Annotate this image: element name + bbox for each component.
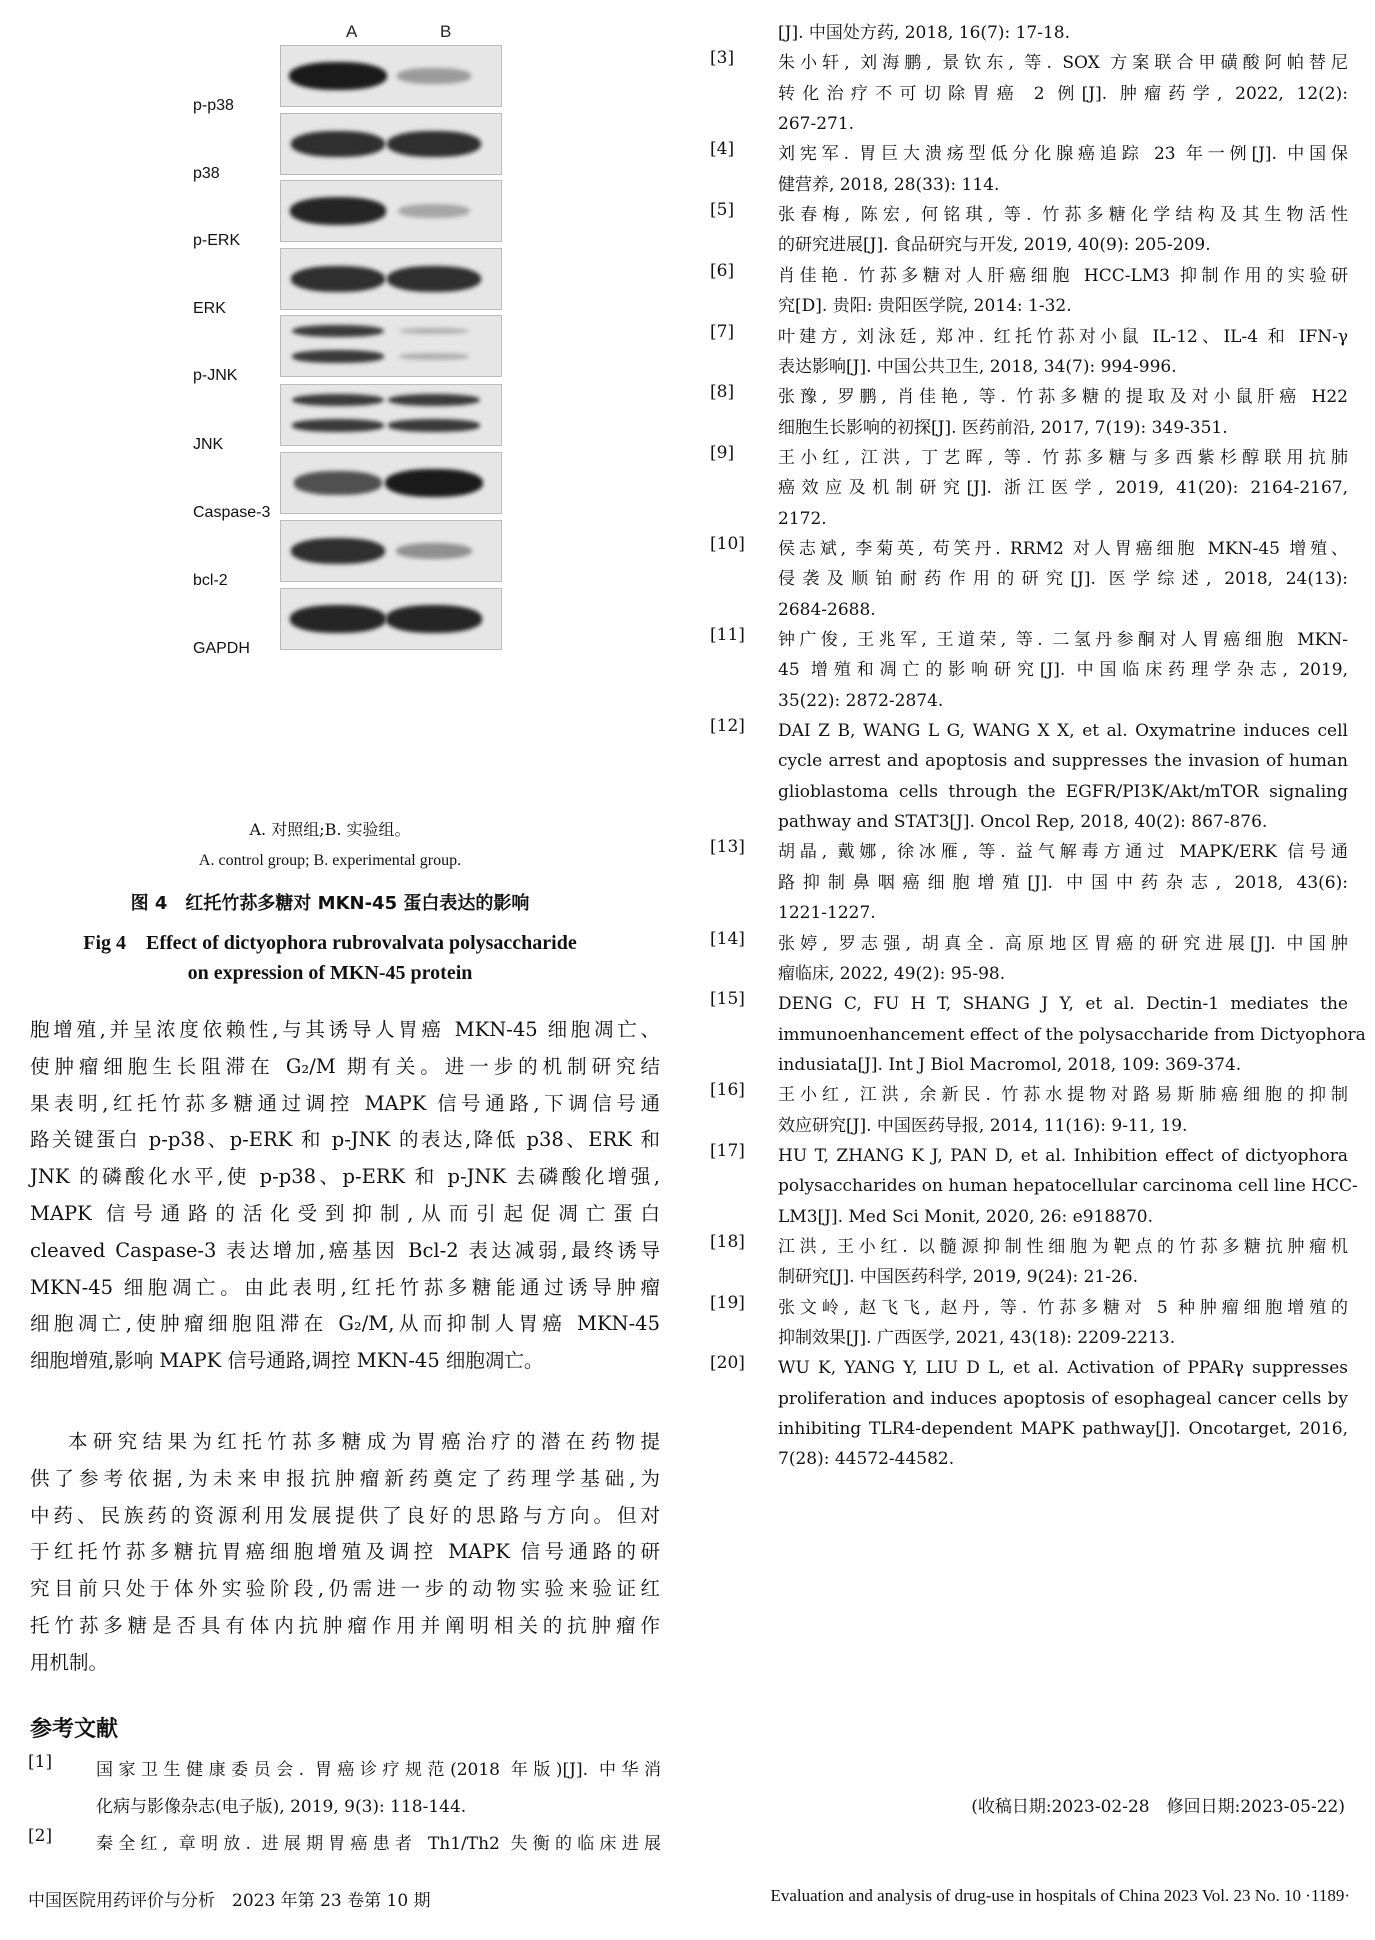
reference-line: 刘宪军. 胃巨大溃疡型低分化腺癌追踪 23 年一例[J]. 中国保	[778, 144, 1348, 165]
lane-header-b: B	[440, 22, 452, 41]
body-line: 果表明,红托竹荪多糖通过调控 MAPK 信号通路,下调信号通	[30, 1091, 660, 1115]
reference-line: 张婷, 罗志强, 胡真全. 高原地区胃癌的研究进展[J]. 中国肿	[778, 933, 1348, 954]
band-lane-a	[289, 62, 387, 91]
body-line: 托竹荪多糖是否具有体内抗肿瘤作用并阐明相关的抗肿瘤作	[30, 1613, 660, 1637]
blot-panel	[280, 45, 502, 107]
reference-line: 45 增殖和凋亡的影响研究[J]. 中国临床药理学杂志, 2019,	[778, 660, 1348, 681]
reference-line: 267-271.	[778, 114, 855, 135]
reference-number: [19]	[710, 1292, 745, 1313]
body-line: JNK 的磷酸化水平,使 p-p38、p-ERK 和 p-JNK 去磷酸化增强,	[30, 1165, 660, 1189]
reference-number: [3]	[710, 48, 735, 69]
blot-label: p-JNK	[193, 367, 238, 384]
blot-panel	[280, 248, 502, 310]
reference-line: 7(28): 44572-44582.	[778, 1449, 955, 1470]
body-line: 供了参考依据,为未来申报抗肿瘤新药奠定了药理学基础,为	[30, 1466, 660, 1490]
lane-header-a: A	[346, 22, 358, 41]
reference-number: [7]	[710, 321, 735, 342]
band-lane-b	[397, 68, 471, 84]
band-lane-b	[388, 419, 480, 432]
band-lane-a	[291, 538, 385, 565]
reference-number: [5]	[710, 200, 735, 221]
blot-panel	[280, 180, 502, 242]
body-line: 胞增殖,并呈浓度依赖性,与其诱导人胃癌 MKN-45 细胞凋亡、	[30, 1018, 660, 1041]
reference-line: 癌效应及机制研究[J]. 浙江医学, 2019, 41(20): 2164-2167,	[778, 478, 1348, 499]
blot-panel	[280, 113, 502, 175]
received-dates: (收稿日期:2023-02-28 修回日期:2023-05-22)	[971, 1797, 1345, 1817]
band-lane-a	[291, 266, 385, 293]
reference-line: 叶建方, 刘泳廷, 郑冲. 红托竹荪对小鼠 IL-12、IL-4 和 IFN-γ	[778, 326, 1348, 347]
reference-line: 效应研究[J]. 中国医药导报, 2014, 11(16): 9-11, 19.	[778, 1115, 1188, 1136]
footer-journal-en: Evaluation and analysis of drug-use in hospitals of China 2023 Vol. 23 No. 10 ·1189·	[770, 1886, 1350, 1905]
blot-label: p-ERK	[193, 232, 241, 249]
band-lane-b	[398, 204, 470, 219]
reference-line: DAI Z B, WANG L G, WANG X X, et al. Oxymatrine induces cell	[778, 721, 1348, 742]
reference-line: 王小红, 江洪, 丁艺晖, 等. 竹荪多糖与多西紫杉醇联用抗肺	[778, 447, 1348, 468]
reference-number: [8]	[710, 382, 735, 403]
blot-label: p38	[193, 165, 220, 182]
band-lane-b	[387, 266, 481, 293]
band-lane-b	[388, 394, 480, 407]
reference-number: [20]	[710, 1353, 745, 1374]
figure-caption-en-line1: Fig 4 Effect of dictyophora rubrovalvata polysaccharide	[83, 932, 577, 954]
reference-line: 转化治疗不可切除胃癌 2 例[J]. 肿瘤药学, 2022, 12(2):	[778, 83, 1348, 104]
reference-line: 张文岭, 赵飞飞, 赵丹, 等. 竹荪多糖对 5 种肿瘤细胞增殖的	[778, 1297, 1348, 1318]
band-lane-b	[386, 605, 482, 633]
reference-line: HU T, ZHANG K J, PAN D, et al. Inhibition effect of dictyophora	[778, 1145, 1348, 1166]
reference-number: [16]	[710, 1080, 745, 1101]
reference-line: 35(22): 2872-2874.	[778, 690, 944, 711]
band-lane-a	[292, 419, 384, 432]
reference-number: [13]	[710, 837, 745, 858]
reference-number: [9]	[710, 442, 735, 463]
body-line: 使肿瘤细胞生长阻滞在 G₂/M 期有关。进一步的机制研究结	[30, 1054, 660, 1078]
reference-line: immunoenhancement effect of the polysaccharide from Dictyophora	[778, 1024, 1366, 1045]
reference-line: 2684-2688.	[778, 599, 876, 620]
reference-line: 2172.	[778, 508, 827, 529]
reference-number: [12]	[710, 716, 745, 737]
band-lane-a	[292, 325, 384, 338]
band-lane-a	[292, 350, 384, 363]
reference-line: 侵袭及顺铂耐药作用的研究[J]. 医学综述, 2018, 24(13):	[778, 569, 1348, 590]
reference-number: [11]	[710, 625, 745, 645]
reference-line: 路抑制鼻咽癌细胞增殖[J]. 中国中药杂志, 2018, 43(6):	[778, 872, 1348, 893]
reference-line: 健营养, 2018, 28(33): 114.	[778, 174, 1000, 195]
reference-number: [10]	[710, 533, 745, 554]
figure-legend-cn: A. 对照组;B. 实验组。	[249, 820, 411, 839]
reference-line: 国家卫生健康委员会. 胃癌诊疗规范(2018 年版)[J]. 中华消	[96, 1760, 661, 1780]
reference-line: cycle arrest and apoptosis and suppresses the invasion of human	[778, 751, 1348, 772]
reference-line: 王小红, 江洪, 余新民. 竹荪水提物对路易斯肺癌细胞的抑制	[778, 1085, 1348, 1106]
body-line: 究目前只处于体外实验阶段,仍需进一步的动物实验来验证红	[30, 1577, 660, 1601]
band-lane-b	[387, 131, 481, 158]
reference-line: 张豫, 罗鹏, 肖佳艳, 等. 竹荪多糖的提取及对小鼠肝癌 H22	[778, 387, 1348, 408]
body-line: 于红托竹荪多糖抗胃癌细胞增殖及调控 MAPK 信号通路的研	[30, 1540, 660, 1564]
reference-line: indusiata[J]. Int J Biol Macromol, 2018, 109: 369-374.	[778, 1054, 1242, 1075]
blot-panel	[280, 520, 502, 582]
reference-number: [4]	[710, 139, 735, 160]
reference-number: [2]	[28, 1826, 53, 1846]
reference-line: 化病与影像杂志(电子版), 2019, 9(3): 118-144.	[96, 1797, 467, 1817]
reference-line: 表达影响[J]. 中国公共卫生, 2018, 34(7): 994-996.	[778, 356, 1177, 377]
reference-line: proliferation and induces apoptosis of esophageal cancer cells by	[778, 1388, 1348, 1409]
reference-line: 胡晶, 戴娜, 徐冰雁, 等. 益气解毒方通过 MAPK/ERK 信号通	[778, 842, 1348, 863]
body-line: cleaved Caspase-3 表达增加,癌基因 Bcl-2 表达减弱,最终诱导	[30, 1238, 660, 1262]
blot-panel	[280, 384, 502, 446]
reference-line: [J]. 中国处方药, 2018, 16(7): 17-18.	[778, 23, 1071, 43]
reference-line: DENG C, FU H T, SHANG J Y, et al. Dectin-1 mediates the	[778, 994, 1348, 1015]
band-lane-b	[399, 328, 469, 335]
body-paragraph-1	[30, 1012, 660, 1380]
blot-label: bcl-2	[193, 572, 228, 589]
body-line: 用机制。	[30, 1650, 109, 1674]
body-line: 本研究结果为红托竹荪多糖成为胃癌治疗的潜在药物提	[68, 1430, 660, 1453]
reference-number: [6]	[710, 260, 735, 281]
reference-line: 制研究[J]. 中国医药科学, 2019, 9(24): 21-26.	[778, 1267, 1139, 1288]
figure-4	[0, 0, 660, 1010]
reference-line: WU K, YANG Y, LIU D L, et al. Activation of PPARγ suppresses	[778, 1358, 1348, 1379]
reference-line: 肖佳艳. 竹荪多糖对人肝癌细胞 HCC-LM3 抑制作用的实验研	[778, 265, 1348, 286]
band-lane-a	[290, 197, 386, 225]
reference-line: 细胞生长影响的初探[J]. 医药前沿, 2017, 7(19): 349-351.	[778, 417, 1228, 438]
body-line: MKN-45 细胞凋亡。由此表明,红托竹荪多糖能通过诱导肿瘤	[30, 1275, 660, 1299]
reference-line: polysaccharides on human hepatocellular carcinoma cell line HCC-	[778, 1176, 1358, 1197]
body-line: 细胞凋亡,使肿瘤细胞阻滞在 G₂/M,从而抑制人胃癌 MKN-45	[30, 1312, 660, 1336]
blot-panel	[280, 452, 502, 514]
blot-panel	[280, 588, 502, 650]
band-lane-b	[396, 543, 472, 560]
figure-caption-cn: 图 4 红托竹荪多糖对 MKN-45 蛋白表达的影响	[130, 893, 530, 914]
figure-caption-en-line2: on expression of MKN-45 protein	[187, 962, 473, 984]
reference-line: pathway and STAT3[J]. Oncol Rep, 2018, 40(2): 867-876.	[778, 812, 1268, 833]
band-lane-a	[292, 394, 384, 407]
footer-journal-cn: 中国医院用药评价与分析 2023 年第 23 卷第 10 期	[28, 1891, 431, 1911]
blot-label: GAPDH	[193, 640, 250, 657]
reference-number: [14]	[710, 928, 745, 949]
band-lane-b	[385, 469, 483, 498]
reference-number: [17]	[710, 1140, 745, 1161]
band-lane-a	[294, 471, 382, 494]
blot-label: ERK	[193, 300, 226, 317]
blot-panel	[280, 315, 502, 377]
body-line: MAPK 信号通路的活化受到抑制,从而引起促凋亡蛋白	[30, 1201, 660, 1225]
blot-label: Caspase-3	[193, 504, 271, 521]
reference-line: 瘤临床, 2022, 49(2): 95-98.	[778, 963, 1006, 984]
band-lane-a	[290, 605, 386, 633]
reference-line: 究[D]. 贵阳: 贵阳医学院, 2014: 1-32.	[778, 296, 1072, 317]
reference-line: inhibiting TLR4-dependent MAPK pathway[J]. Oncotarget, 2016,	[778, 1419, 1348, 1440]
reference-line: 秦全红, 章明放. 进展期胃癌患者 Th1/Th2 失衡的临床进展	[96, 1834, 661, 1854]
band-lane-b	[399, 353, 469, 360]
references-heading: 参考文献	[30, 1717, 119, 1742]
blot-label: JNK	[193, 436, 224, 453]
reference-line: 江洪, 王小红. 以髓源抑制性细胞为靶点的竹荪多糖抗肿瘤机	[778, 1237, 1348, 1257]
body-paragraph-2	[30, 1424, 660, 1682]
reference-line: 1221-1227.	[778, 903, 876, 924]
band-lane-a	[291, 131, 385, 158]
reference-number: [1]	[28, 1752, 53, 1772]
body-line: 路关键蛋白 p-p38、p-ERK 和 p-JNK 的表达,降低 p38、ERK 和	[30, 1128, 660, 1152]
reference-line: 张春梅, 陈宏, 何铭琪, 等. 竹荪多糖化学结构及其生物活性	[778, 205, 1348, 226]
reference-line: 朱小轩, 刘海鹏, 景钦东, 等. SOX 方案联合甲磺酸阿帕替尼	[778, 53, 1348, 74]
reference-line: 钟广俊, 王兆军, 王道荣, 等. 二氢丹参酮对人胃癌细胞 MKN-	[778, 630, 1348, 650]
figure-legend-en: A. control group; B. experimental group.	[198, 852, 462, 869]
reference-number: [18]	[710, 1232, 745, 1252]
reference-number: [15]	[710, 989, 745, 1010]
reference-line: 抑制效果[J]. 广西医学, 2021, 43(18): 2209-2213.	[778, 1328, 1176, 1349]
reference-line: glioblastoma cells through the EGFR/PI3K/Akt/mTOR signaling	[778, 781, 1348, 802]
blot-label: p-p38	[193, 97, 234, 114]
body-line: 细胞增殖,影响 MAPK 信号通路,调控 MKN-45 细胞凋亡。	[30, 1349, 544, 1373]
body-line: 中药、民族药的资源利用发展提供了良好的思路与方向。但对	[30, 1503, 660, 1527]
reference-line: 的研究进展[J]. 食品研究与开发, 2019, 40(9): 205-209.	[778, 235, 1211, 256]
reference-line: LM3[J]. Med Sci Monit, 2020, 26: e918870.	[778, 1206, 1154, 1227]
reference-line: 侯志斌, 李菊英, 苟笑丹. RRM2 对人胃癌细胞 MKN-45 增殖、	[778, 538, 1348, 559]
